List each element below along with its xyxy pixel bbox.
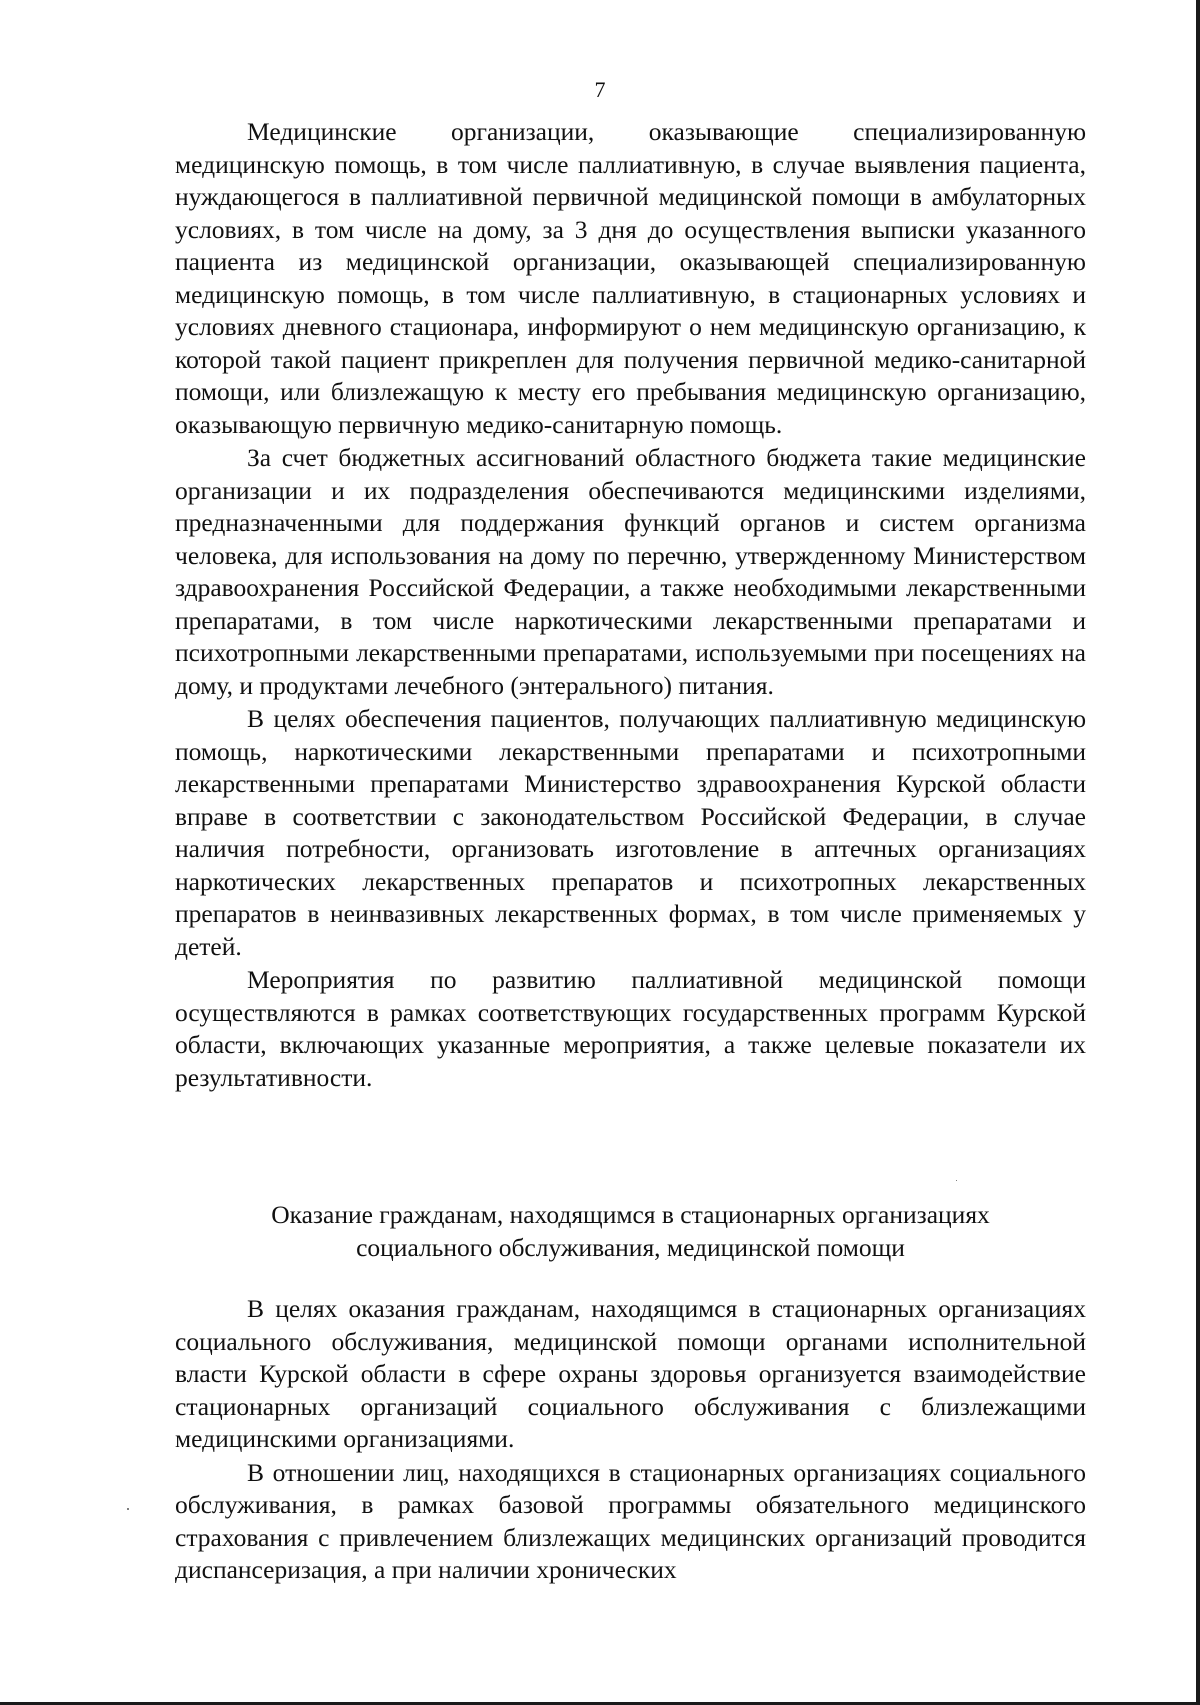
paragraph-dispensary: В отношении лиц, находящихся в стационарных организациях социального обслуживания, в рамках базовой программы обязательного медицинского страхования с привлечением близлежащих медицинских организаций проводится диспансеризация, а при наличии хронических — [175, 1457, 1086, 1584]
page-number: 7 — [594, 77, 606, 102]
paragraph-specialized-care: Медицинские организации, оказывающие специализированную медицинскую помощь, в том числе паллиативную, в случае выявления пациента, нуждающегося в паллиативной первичной медицинской помощи в амбулаторных условиях, в том числе на дому, за 3 дня до осуществления выписки указанного пациента из медицинской организации, оказывающей специализированную медицинскую помощь, в том числе паллиативную, в стационарных условиях и условиях дневного стационара, информируют о нем медицинскую организацию, к которой такой пациент прикреплен для получения первичной медико-санитарной помощи, или близлежащую к месту его пребывания медицинскую организацию, оказывающую первичную медико-санитарную помощь. — [175, 117, 1086, 439]
section-heading-line-1: Оказание гражданам, находящимся в стационарных организациях — [271, 1200, 990, 1229]
scan-speck — [956, 1180, 957, 1181]
section-palliative-care — [175, 116, 1086, 1094]
section-heading — [175, 1198, 1086, 1264]
scan-right-border — [1196, 0, 1200, 1705]
paragraph-budget-funding: За счет бюджетных ассигнований областного бюджета такие медицинские организации и их подразделения обеспечиваются медицинскими изделиями, предназначенными для поддержания функций органов и систем организма человека, для использования на дому по перечню, утвержденному Министерством здравоохранения Российской Федерации, а также необходимыми лекарственными препаратами, в том числе наркотическими лекарственными препаратами и психотропными лекарственными препаратами, используемыми при посещениях на дому, и продуктами лечебного (энтерального) питания. — [175, 443, 1086, 700]
section-heading-line-2: социального обслуживания, медицинской помощи — [356, 1233, 905, 1262]
paragraph-interaction: В целях оказания гражданам, находящимся в стационарных организациях социального обслуживания, медицинской помощи органами исполнительной власти Курской области в сфере охраны здоровья организуется взаимодействие стационарных организаций социального обслуживания с близлежащими медицинскими организациями. — [175, 1294, 1086, 1453]
paragraph-narcotic-drugs: В целях обеспечения пациентов, получающих паллиативную медицинскую помощь, наркотическими лекарственными препаратами и психотропными лекарственными препаратами Министерство здравоохранения Курской области вправе в соответствии с законодательством Российской Федерации, в случае наличия потребности, организовать изготовление в аптечных организациях наркотических лекарственных препаратов и психотропных лекарственных препаратов в неинвазивных лекарственных формах, в том числе применяемых у детей. — [175, 704, 1086, 961]
scan-speck — [127, 1508, 129, 1510]
section-social-service-care — [175, 1293, 1086, 1587]
paragraph-development-programs: Мероприятия по развитию паллиативной медицинской помощи осуществляются в рамках соответствующих государственных программ Курской области, включающих указанные мероприятия, а также целевые показатели их результативности. — [175, 965, 1086, 1092]
